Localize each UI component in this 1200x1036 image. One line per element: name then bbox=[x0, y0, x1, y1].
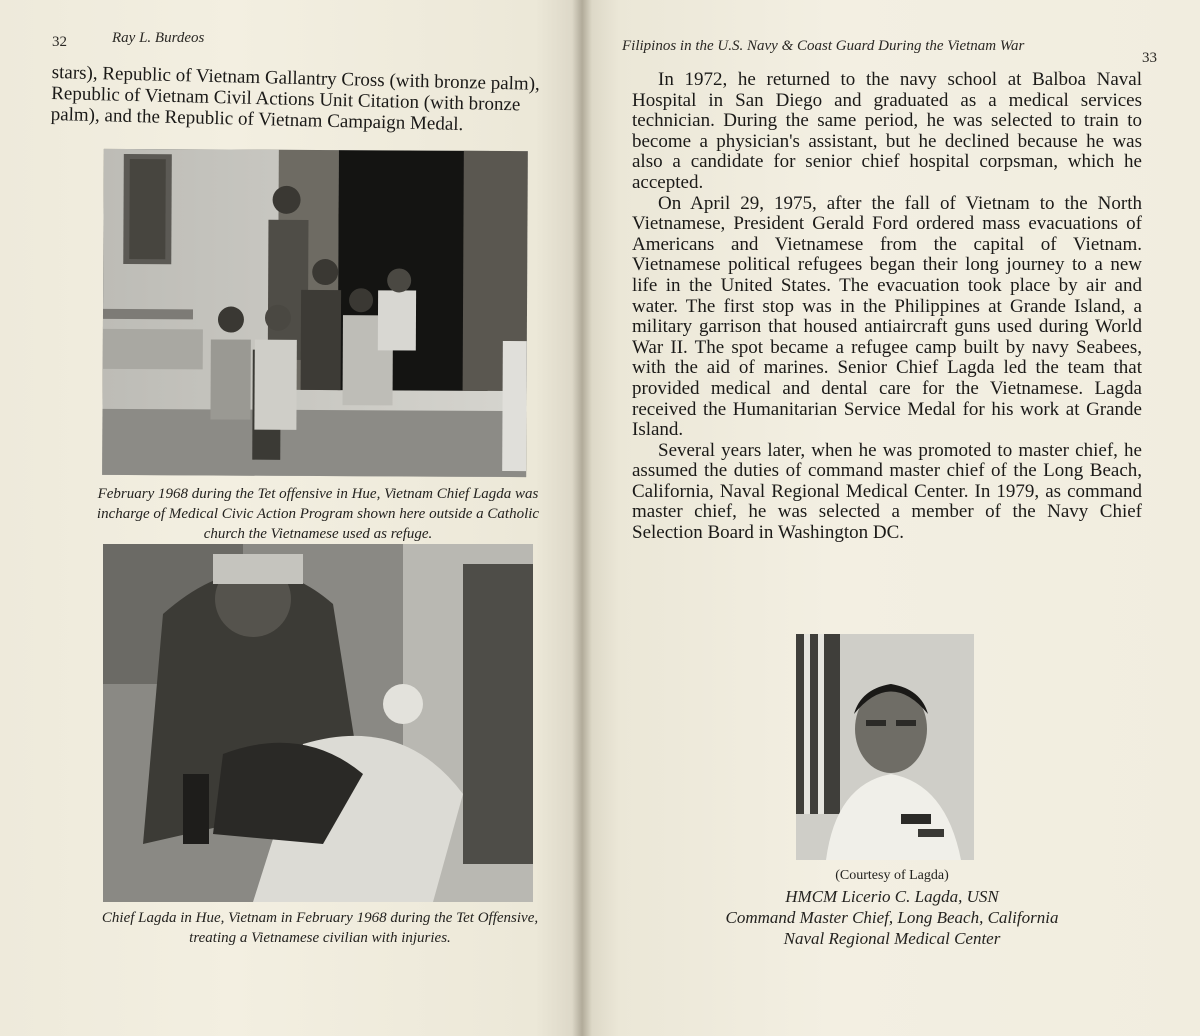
paragraph-1975: On April 29, 1975, after the fall of Vietnam to the North Vietnamese, President Gerald Ford ordered mass evacuations of Americans and Vietnamese from the capital of Vietnam. Vietnamese political refugees began their long journey to a new life in the United States. The evacuation took place by air and water. The first stop was in the Philippines at Grande Island, a military garrison that housed antiaircraft guns used during World War II. The spot became a refugee camp built by navy Seabees, with the aid of marines. Senior Chief Lagda led the team that provided medical and dental care for the Vietnamese. Lagda received the Humanitarian Service Medal for his work at Grande Island. bbox=[632, 192, 1142, 441]
right-body-text bbox=[632, 70, 1142, 544]
portrait-caption-center: Naval Regional Medical Center bbox=[783, 929, 1001, 948]
portrait-credit: (Courtesy of Lagda) bbox=[835, 868, 949, 883]
church-refuge-caption: February 1968 during the Tet offensive in Hue, Vietnam Chief Lagda was incharge of Medical Civic Action Program shown here outside a Catholic church the Vietnamese used as refuge. bbox=[96, 486, 540, 542]
treating-civilian-caption: Chief Lagda in Hue, Vietnam in February 1968 during the Tet Offensive, treating a Vietnamese civilian with injuries. bbox=[101, 910, 539, 946]
portrait-caption-title: Command Master Chief, Long Beach, California bbox=[725, 908, 1059, 927]
paragraph-1972: In 1972, he returned to the navy school at Balboa Naval Hospital in San Diego and graduated as a medical services technician. During the same period, he was selected to train to become a physician's assistant, but he declined because he was also a candidate for senior chief hospital corpsman, which he accepted. bbox=[632, 69, 1142, 193]
right-running-head: Filipinos in the U.S. Navy & Coast Guard During the Vietnam War bbox=[622, 38, 1025, 54]
left-page-number: 32 bbox=[52, 34, 67, 50]
church-refuge-photo-image bbox=[102, 149, 528, 477]
lagda-portrait-photo bbox=[796, 634, 974, 860]
right-page-number: 33 bbox=[1142, 50, 1157, 66]
book-gutter bbox=[572, 0, 592, 1036]
lagda-portrait-image bbox=[796, 634, 974, 860]
right-page bbox=[582, 0, 1200, 1036]
church-refuge-photo bbox=[102, 149, 528, 477]
paragraph-1979: Several years later, when he was promoted to master chief, he assumed the duties of command master chief of the Long Beach, California, Naval Regional Medical Center. In 1979, as command master chief, he was selected a member of the Navy Chief Selection Board in Washington DC. bbox=[632, 439, 1142, 544]
portrait-caption bbox=[672, 886, 1112, 949]
left-page bbox=[0, 0, 582, 1036]
left-running-head: Ray L. Burdeos bbox=[112, 30, 205, 46]
portrait-caption-name: HMCM Licerio C. Lagda, USN bbox=[785, 887, 999, 906]
left-intro-text: stars), Republic of Vietnam Gallantry Cross (with bronze palm), Republic of Vietnam Civil Actions Unit Citation (with bronze palm), and the Republic of Vietnam Campaign Medal. bbox=[50, 62, 541, 136]
treating-civilian-photo bbox=[103, 544, 533, 902]
treating-civilian-photo-image bbox=[103, 544, 533, 902]
